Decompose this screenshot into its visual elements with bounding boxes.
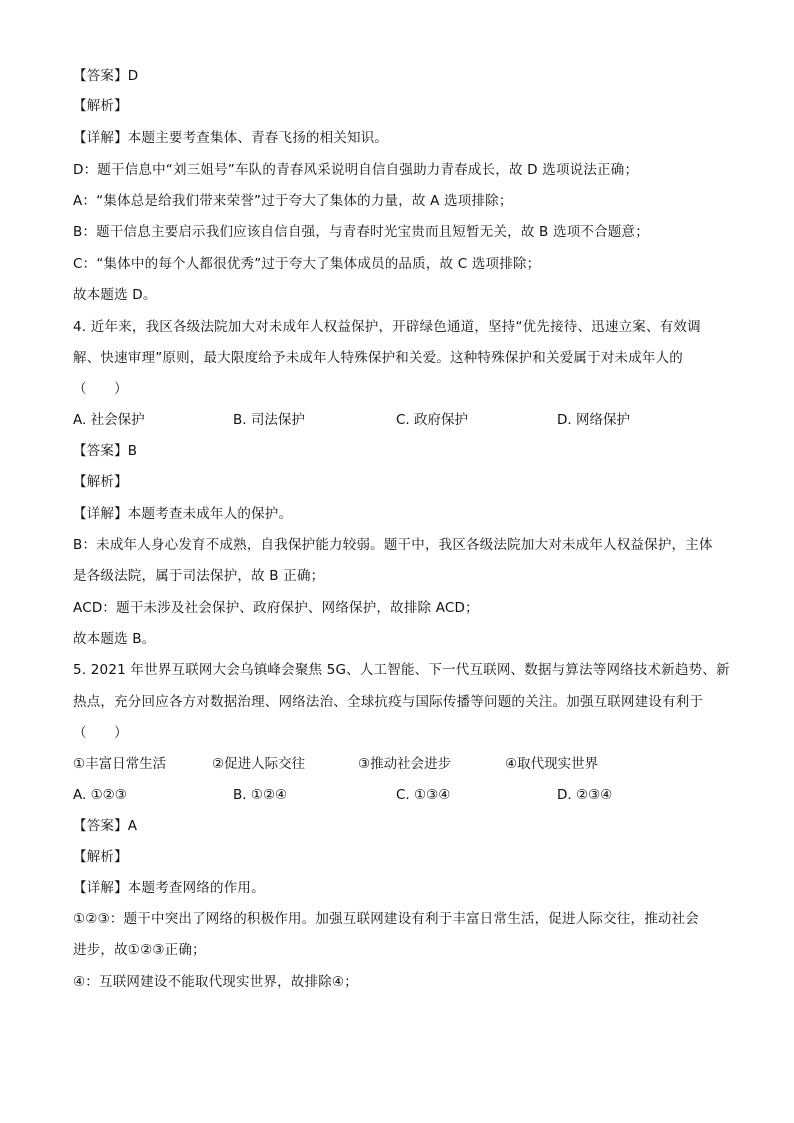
q5-option-a: A. ①②③ bbox=[73, 787, 127, 803]
q3-option-a-explanation: A：“集体总是给我们带来荣誉”过于夸大了集体的力量，故 A 选项排除； bbox=[73, 193, 513, 209]
q5-explanation-line-2: 进步，故①②③正确； bbox=[73, 942, 206, 958]
q3-analysis-heading: 【解析】 bbox=[73, 98, 128, 114]
q5-option-d: D. ②③④ bbox=[557, 787, 613, 803]
q3-option-d-explanation: D：题干信息中“刘三姐号”车队的青春风采说明自信自强助力青春成长，故 D 选项说法正确； bbox=[73, 162, 639, 178]
q3-answer: 【答案】D bbox=[73, 68, 139, 84]
q5-answer: 【答案】A bbox=[73, 818, 138, 834]
q5-option-c: C. ①③④ bbox=[396, 787, 451, 803]
q4-option-a: A. 社会保护 bbox=[73, 412, 145, 428]
q5-explanation-line-1: ①②③：题干中突出了网络的积极作用。加强互联网建设有利于丰富日常生活，促进人际交往，推动社会 bbox=[73, 911, 700, 927]
q5-item-2: ②促进人际交往 bbox=[212, 756, 306, 772]
q4-detail: 【详解】本题考查未成年人的保护。 bbox=[73, 506, 293, 522]
q4-conclusion: 故本题选 B。 bbox=[73, 631, 156, 647]
q3-detail: 【详解】本题主要考查集体、青春飞扬的相关知识。 bbox=[73, 130, 389, 146]
q5-item-3: ③推动社会进步 bbox=[358, 756, 452, 772]
q5-option-b: B. ①②④ bbox=[233, 787, 288, 803]
q5-explanation-line-3: ④：互联网建设不能取代现实世界，故排除④； bbox=[73, 974, 358, 990]
q4-answer-blank: （ ） bbox=[73, 381, 128, 397]
q3-option-b-explanation: B：题干信息主要启示我们应该自信自强，与青春时光宝贵而且短暂无关，故 B 选项不合题意； bbox=[73, 224, 649, 240]
q4-option-c: C. 政府保护 bbox=[396, 412, 469, 428]
q4-explanation-line-2: 是各级法院，属于司法保护，故 B 正确； bbox=[73, 568, 325, 584]
q4-explanation-line-1: B：未成年人身心发育不成熟，自我保护能力较弱。题干中，我区各级法院加大对未成年人权益保护，主体 bbox=[73, 537, 713, 553]
q4-option-b: B. 司法保护 bbox=[233, 412, 305, 428]
q5-item-1: ①丰富日常生活 bbox=[73, 756, 167, 772]
q4-acd-explanation: ACD：题干未涉及社会保护、政府保护、网络保护，故排除 ACD； bbox=[73, 600, 479, 616]
q5-answer-blank: （ ） bbox=[73, 725, 128, 741]
q4-answer: 【答案】B bbox=[73, 443, 138, 459]
q5-stem-line-1: 5. 2021 年世界互联网大会乌镇峰会聚焦 5G、人工智能、下一代互联网、数据与算法等网络技术新趋势、新 bbox=[73, 662, 730, 678]
q4-stem-line-1: 4. 近年来，我区各级法院加大对未成年人权益保护，开辟绿色通道，坚持“优先接待、迅速立案、有效调 bbox=[73, 319, 701, 335]
q4-stem-line-2: 解、快速审理”原则，最大限度给予未成年人特殊保护和关爱。这种特殊保护和关爱属于对未成年人的 bbox=[73, 350, 683, 366]
q5-stem-line-2: 热点，充分回应各方对数据治理、网络法治、全球抗疫与国际传播等问题的关注。加强互联网建设有利于 bbox=[73, 694, 704, 710]
q3-conclusion: 故本题选 D。 bbox=[73, 287, 157, 303]
q5-item-4: ④取代现实世界 bbox=[505, 756, 599, 772]
q5-detail: 【详解】本题考查网络的作用。 bbox=[73, 880, 265, 896]
q4-option-d: D. 网络保护 bbox=[557, 412, 630, 428]
q5-analysis-heading: 【解析】 bbox=[73, 849, 128, 865]
q4-analysis-heading: 【解析】 bbox=[73, 474, 128, 490]
q3-option-c-explanation: C：“集体中的每个人都很优秀”过于夸大了集体成员的品质，故 C 选项排除； bbox=[73, 256, 541, 272]
